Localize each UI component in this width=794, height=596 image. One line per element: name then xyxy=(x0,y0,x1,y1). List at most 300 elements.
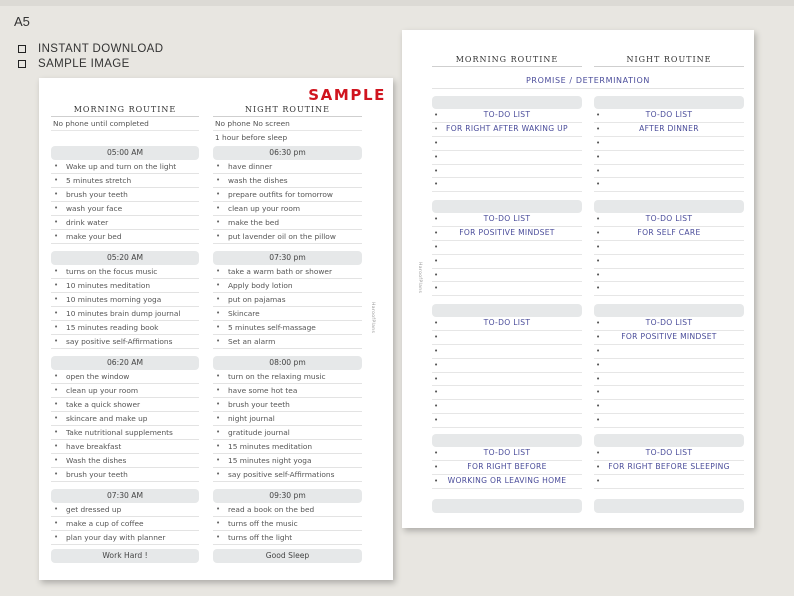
bullet-icon: • xyxy=(434,228,439,237)
bullet-icon: • xyxy=(434,388,439,397)
bullet-icon: • xyxy=(54,190,59,198)
checklist-item xyxy=(51,202,199,216)
todo-line xyxy=(432,331,582,345)
checklist-item xyxy=(213,468,362,482)
bullet-icon: • xyxy=(54,470,59,478)
bullet-icon: • xyxy=(434,138,439,147)
todo-line xyxy=(432,373,582,387)
item-text: clean up your room xyxy=(228,204,301,213)
todo-line xyxy=(432,213,582,227)
bullet-icon: • xyxy=(434,449,439,457)
item-text: 5 minutes self-massage xyxy=(228,323,316,332)
bullet-icon: • xyxy=(434,402,439,411)
bullet-icon: • xyxy=(54,428,59,436)
checklist-item xyxy=(213,440,362,454)
bullet-icon: • xyxy=(434,242,439,251)
item-text: take a quick shower xyxy=(66,400,141,409)
bullet-icon: • xyxy=(216,442,221,450)
todo-line xyxy=(594,165,744,179)
night-routine-column xyxy=(213,104,362,563)
checklist-item xyxy=(51,230,199,244)
time-pill: 05:00 AM xyxy=(51,146,199,160)
todo-section xyxy=(594,200,744,296)
item-text: 10 minutes meditation xyxy=(66,281,151,290)
todo-line xyxy=(594,227,744,241)
item-text: make your bed xyxy=(66,232,122,241)
bullet-icon: • xyxy=(54,337,59,345)
checklist-item xyxy=(51,412,199,426)
item-text: have some hot tea xyxy=(228,386,298,395)
bullet-icon: • xyxy=(596,319,601,327)
bullet-icon: • xyxy=(596,388,601,397)
bullet-icon: • xyxy=(54,204,59,212)
bullet-icon: • xyxy=(54,162,59,170)
checklist-item xyxy=(51,426,199,440)
column-title: NIGHT ROUTINE xyxy=(213,104,362,117)
brand-side-text: HaroofPlans xyxy=(370,302,375,334)
todo-text: FOR RIGHT AFTER WAKING UP xyxy=(446,123,568,133)
item-text: read a book on the bed xyxy=(228,505,315,514)
checkbox-icon xyxy=(18,45,26,53)
checklist-item xyxy=(213,174,362,188)
bullet-icon: • xyxy=(596,346,601,355)
bullet-icon: • xyxy=(596,270,601,279)
bullet-icon: • xyxy=(54,232,59,240)
todo-line xyxy=(432,461,582,475)
item-text: night journal xyxy=(228,414,275,423)
todo-line xyxy=(432,317,582,331)
bullet-icon: • xyxy=(434,332,439,341)
bullet-icon: • xyxy=(216,204,221,212)
checklist-item xyxy=(213,517,362,531)
item-text: brush your teeth xyxy=(228,400,290,409)
checklist-item xyxy=(213,160,362,174)
todo-line xyxy=(432,359,582,373)
item-text: Skincare xyxy=(228,309,260,318)
bullet-icon: • xyxy=(54,267,59,275)
bullet-icon: • xyxy=(596,449,601,457)
item-text: 15 minutes reading book xyxy=(66,323,159,332)
bullet-icon: • xyxy=(54,456,59,464)
item-text: wash your face xyxy=(66,204,123,213)
item-text: Set an alarm xyxy=(228,337,276,346)
item-text: gratitude journal xyxy=(228,428,290,437)
bullet-icon: • xyxy=(216,372,221,380)
item-text: Apply body lotion xyxy=(228,281,293,290)
checklist-item xyxy=(51,454,199,468)
item-text: put lavender oil on the pillow xyxy=(228,232,336,241)
item-text: drink water xyxy=(66,218,109,227)
header-pill xyxy=(432,96,582,109)
time-pill: 09:30 pm xyxy=(213,489,362,503)
bullet-icon: • xyxy=(216,470,221,478)
bullet-icon: • xyxy=(434,256,439,265)
checklist-item xyxy=(51,531,199,545)
todo-section xyxy=(594,434,744,489)
todo-line xyxy=(594,373,744,387)
bullet-icon: • xyxy=(434,124,439,133)
column-title: MORNING ROUTINE xyxy=(51,104,199,117)
todo-line xyxy=(432,269,582,283)
todo-line xyxy=(594,109,744,123)
checklist-item xyxy=(213,293,362,307)
todo-line xyxy=(432,345,582,359)
sample-watermark: SAMPLE xyxy=(308,86,386,104)
todo-line xyxy=(594,331,744,345)
checklist-item xyxy=(51,503,199,517)
bullet-icon: • xyxy=(596,332,601,341)
checklist-item xyxy=(213,307,362,321)
bullet-icon: • xyxy=(216,456,221,464)
bullet-icon: • xyxy=(596,166,601,175)
checklist-item xyxy=(51,279,199,293)
bullet-icon: • xyxy=(596,476,601,485)
item-text: have breakfast xyxy=(66,442,122,451)
todo-text: FOR SELF CARE xyxy=(637,227,701,237)
todo-text: TO-DO LIST xyxy=(483,214,531,223)
time-pill: 06:30 pm xyxy=(213,146,362,160)
checklist-item xyxy=(51,174,199,188)
header-pill xyxy=(594,200,744,213)
checklist-item xyxy=(213,279,362,293)
bullet-icon: • xyxy=(596,284,601,293)
checklist-item xyxy=(213,503,362,517)
item-text: plan your day with planner xyxy=(66,533,166,542)
bullet-icon: • xyxy=(54,386,59,394)
item-text: 15 minutes meditation xyxy=(228,442,313,451)
header-pill xyxy=(432,304,582,317)
note-line: 1 hour before sleep xyxy=(215,133,288,142)
footer-pill xyxy=(432,499,582,513)
checklist-item xyxy=(51,188,199,202)
bullet-icon: • xyxy=(216,505,221,513)
item-text: say positive self-Affirmations xyxy=(66,337,173,346)
todo-text: TO-DO LIST xyxy=(483,448,531,457)
checklist-item xyxy=(213,531,362,545)
bullet-icon: • xyxy=(596,416,601,425)
todo-text: TO-DO LIST xyxy=(483,318,531,327)
brand-side-text: HaroofPlans xyxy=(417,262,422,294)
todo-text: FOR RIGHT BEFORE xyxy=(467,461,547,471)
time-pill: 08:00 pm xyxy=(213,356,362,370)
checklist-item xyxy=(213,454,362,468)
checklist-item xyxy=(51,517,199,531)
todo-line xyxy=(594,151,744,165)
todo-line xyxy=(594,447,744,461)
routine-blocks xyxy=(213,146,362,545)
item-text: Wash the dishes xyxy=(66,456,127,465)
bullet-icon: • xyxy=(434,416,439,425)
bullet-icon: • xyxy=(216,519,221,527)
checklist-item xyxy=(213,188,362,202)
item-text: take a warm bath or shower xyxy=(228,267,332,276)
bullet-icon: • xyxy=(216,218,221,226)
routine-block xyxy=(51,356,199,482)
checklist-item xyxy=(51,440,199,454)
bullet-icon: • xyxy=(216,162,221,170)
bullet-icon: • xyxy=(54,414,59,422)
todo-text: TO-DO LIST xyxy=(645,110,693,119)
info-text: SAMPLE IMAGE xyxy=(38,58,130,70)
checklist-item xyxy=(51,160,199,174)
todo-line xyxy=(432,137,582,151)
checkbox-icon xyxy=(18,60,26,68)
item-text: 5 minutes stretch xyxy=(66,176,132,185)
planner-page-sample xyxy=(39,78,393,580)
checklist-item xyxy=(51,265,199,279)
info-instant-download xyxy=(18,43,163,55)
routine-block xyxy=(51,489,199,545)
routine-blocks xyxy=(51,146,199,545)
bullet-icon: • xyxy=(596,138,601,147)
note-line: No phone until completed xyxy=(51,117,199,131)
bullet-icon: • xyxy=(434,152,439,161)
todo-line xyxy=(594,213,744,227)
checklist-item xyxy=(213,321,362,335)
footer-pill: Good Sleep xyxy=(213,549,362,563)
todo-section xyxy=(594,96,744,192)
checklist-item xyxy=(51,293,199,307)
checklist-item xyxy=(213,230,362,244)
footer-pill xyxy=(594,499,744,513)
bullet-icon: • xyxy=(216,337,221,345)
header-pill xyxy=(594,434,744,447)
note-line xyxy=(51,131,199,144)
item-text: turns off the light xyxy=(228,533,293,542)
todo-text: TO-DO LIST xyxy=(483,110,531,119)
item-text: open the window xyxy=(66,372,130,381)
item-text: say positive self-Affirmations xyxy=(228,470,335,479)
checklist-item xyxy=(51,384,199,398)
info-sample-image xyxy=(18,58,130,70)
size-label: A5 xyxy=(14,14,30,29)
bullet-icon: • xyxy=(216,323,221,331)
bullet-icon: • xyxy=(54,400,59,408)
item-text: put on pajamas xyxy=(228,295,286,304)
item-text: Take nutritional supplements xyxy=(66,428,173,437)
item-text: Wake up and turn on the light xyxy=(66,162,177,171)
todo-line xyxy=(432,414,582,428)
bullet-icon: • xyxy=(596,242,601,251)
item-text: make the bed xyxy=(228,218,280,227)
checklist-item xyxy=(51,398,199,412)
bullet-icon: • xyxy=(596,462,601,471)
item-text: wash the dishes xyxy=(228,176,288,185)
bullet-icon: • xyxy=(596,180,601,189)
todo-line xyxy=(594,475,744,489)
todo-section xyxy=(432,200,582,296)
bullet-icon: • xyxy=(54,533,59,541)
bullet-icon: • xyxy=(596,402,601,411)
bullet-icon: • xyxy=(216,190,221,198)
item-text: 10 minutes brain dump journal xyxy=(66,309,181,318)
bullet-icon: • xyxy=(434,462,439,471)
bullet-icon: • xyxy=(54,309,59,317)
bullet-icon: • xyxy=(596,374,601,383)
todo-line xyxy=(594,255,744,269)
info-text: INSTANT DOWNLOAD xyxy=(38,43,164,55)
item-text: clean up your room xyxy=(66,386,139,395)
item-text: turns off the music xyxy=(228,519,298,528)
time-pill: 07:30 AM xyxy=(51,489,199,503)
checklist-item xyxy=(213,202,362,216)
column-title: MORNING ROUTINE xyxy=(432,54,582,67)
morning-routine-column xyxy=(51,104,199,563)
item-text: skincare and make up xyxy=(66,414,148,423)
todo-line xyxy=(432,227,582,241)
checklist-item xyxy=(213,335,362,349)
checklist-item xyxy=(213,412,362,426)
todo-line xyxy=(432,241,582,255)
todo-line xyxy=(432,165,582,179)
bullet-icon: • xyxy=(434,360,439,369)
bullet-icon: • xyxy=(54,519,59,527)
bullet-icon: • xyxy=(216,309,221,317)
todo-line xyxy=(594,282,744,296)
bullet-icon: • xyxy=(596,111,601,119)
bullet-icon: • xyxy=(434,270,439,279)
item-text: make a cup of coffee xyxy=(66,519,144,528)
bullet-icon: • xyxy=(54,442,59,450)
todo-line xyxy=(432,400,582,414)
bullet-icon: • xyxy=(216,281,221,289)
planner-page-template xyxy=(402,30,754,528)
bullet-icon: • xyxy=(434,319,439,327)
todo-line xyxy=(432,386,582,400)
bullet-icon: • xyxy=(54,176,59,184)
routine-block xyxy=(213,356,362,482)
note-line: No phone No screen xyxy=(213,117,362,131)
todo-text: FOR POSITIVE MINDSET xyxy=(621,331,717,341)
todo-line xyxy=(594,317,744,331)
todo-line xyxy=(594,414,744,428)
todo-line xyxy=(432,178,582,192)
bullet-icon: • xyxy=(216,232,221,240)
checklist-item xyxy=(213,265,362,279)
time-pill: 06:20 AM xyxy=(51,356,199,370)
bullet-icon: • xyxy=(434,166,439,175)
todo-line xyxy=(594,461,744,475)
bullet-icon: • xyxy=(434,111,439,119)
todo-text: FOR RIGHT BEFORE SLEEPING xyxy=(608,461,730,471)
todo-section xyxy=(594,304,744,428)
todo-text: TO-DO LIST xyxy=(645,448,693,457)
header-pill xyxy=(432,200,582,213)
todo-line xyxy=(594,400,744,414)
bullet-icon: • xyxy=(596,360,601,369)
checklist-item xyxy=(51,216,199,230)
todo-line xyxy=(432,151,582,165)
todo-line xyxy=(432,109,582,123)
promise-line: PROMISE / DETERMINATION xyxy=(432,74,744,89)
routine-block xyxy=(213,146,362,244)
bullet-icon: • xyxy=(216,414,221,422)
column-title: NIGHT ROUTINE xyxy=(594,54,744,67)
bullet-icon: • xyxy=(54,505,59,513)
routine-block xyxy=(213,251,362,349)
item-text: turns on the focus music xyxy=(66,267,158,276)
todo-line xyxy=(594,123,744,137)
todo-line xyxy=(594,345,744,359)
todo-line xyxy=(432,123,582,137)
checklist-item xyxy=(213,216,362,230)
todo-text: WORKING OR LEAVING HOME xyxy=(447,475,567,485)
routine-block xyxy=(51,251,199,349)
bullet-icon: • xyxy=(434,180,439,189)
todo-text: TO-DO LIST xyxy=(645,214,693,223)
todo-line xyxy=(432,282,582,296)
todo-line xyxy=(432,447,582,461)
checklist-item xyxy=(51,468,199,482)
routine-block xyxy=(51,146,199,244)
header-pill xyxy=(594,96,744,109)
todo-line xyxy=(594,137,744,151)
checklist-item xyxy=(51,370,199,384)
bullet-icon: • xyxy=(434,284,439,293)
item-text: turn on the relaxing music xyxy=(228,372,326,381)
checklist-item xyxy=(51,307,199,321)
header-pill xyxy=(594,304,744,317)
bullet-icon: • xyxy=(216,428,221,436)
item-text: prepare outfits for tomorrow xyxy=(228,190,333,199)
bullet-icon: • xyxy=(216,533,221,541)
bullet-icon: • xyxy=(434,374,439,383)
bullet-icon: • xyxy=(216,400,221,408)
todo-line xyxy=(594,241,744,255)
checklist-item xyxy=(213,426,362,440)
bullet-icon: • xyxy=(596,215,601,223)
bullet-icon: • xyxy=(434,346,439,355)
bullet-icon: • xyxy=(54,323,59,331)
item-text: have dinner xyxy=(228,162,273,171)
bullet-icon: • xyxy=(54,295,59,303)
todo-line xyxy=(594,178,744,192)
night-column-header xyxy=(594,54,744,67)
todo-line xyxy=(594,386,744,400)
item-text: get dressed up xyxy=(66,505,122,514)
bullet-icon: • xyxy=(434,476,439,485)
bullet-icon: • xyxy=(434,215,439,223)
bullet-icon: • xyxy=(54,218,59,226)
todo-line xyxy=(594,269,744,283)
bullet-icon: • xyxy=(54,281,59,289)
time-pill: 05:20 AM xyxy=(51,251,199,265)
checklist-item xyxy=(213,384,362,398)
todo-line xyxy=(432,255,582,269)
morning-column-header xyxy=(432,54,582,67)
item-text: 15 minutes night yoga xyxy=(228,456,312,465)
bullet-icon: • xyxy=(596,256,601,265)
checklist-item xyxy=(213,398,362,412)
top-strip xyxy=(0,0,794,6)
header-pill xyxy=(432,434,582,447)
item-text: brush your teeth xyxy=(66,190,128,199)
checklist-item xyxy=(213,370,362,384)
todo-section xyxy=(432,304,582,428)
bullet-icon: • xyxy=(596,152,601,161)
checklist-item xyxy=(51,321,199,335)
bullet-icon: • xyxy=(216,267,221,275)
time-pill: 07:30 pm xyxy=(213,251,362,265)
todo-text: TO-DO LIST xyxy=(645,318,693,327)
bullet-icon: • xyxy=(596,228,601,237)
bullet-icon: • xyxy=(596,124,601,133)
todo-section xyxy=(432,96,582,192)
footer-pill: Work Hard ! xyxy=(51,549,199,563)
bullet-icon: • xyxy=(216,176,221,184)
routine-block xyxy=(213,489,362,545)
todo-text: FOR POSITIVE MINDSET xyxy=(459,227,555,237)
